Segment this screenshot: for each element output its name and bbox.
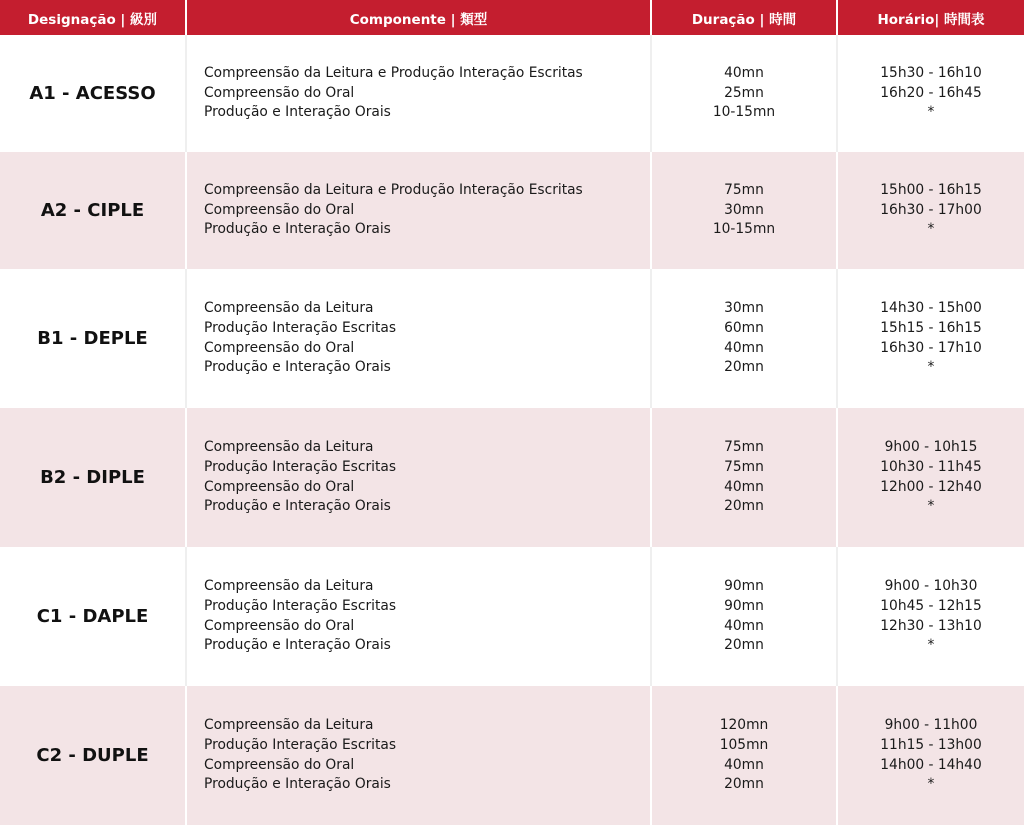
component-list-line: Produção e Interação Orais	[204, 776, 391, 793]
table-row	[0, 35, 1024, 152]
table-row	[0, 547, 1024, 686]
duration-list	[652, 269, 838, 408]
schedule-list-line: 16h20 - 16h45	[880, 84, 982, 101]
schedule-list-line: *	[927, 637, 935, 654]
component-list-line: Produção Interação Escritas	[204, 458, 397, 475]
table-row	[0, 152, 1024, 269]
duration-list-line: 40mn	[724, 478, 764, 495]
component-list-line: Produção Interação Escritas	[204, 319, 397, 336]
schedule-list-line: 15h00 - 16h15	[880, 182, 982, 199]
duration-list-line: 105mn	[719, 736, 769, 753]
component-list-line: Produção e Interação Orais	[204, 359, 391, 376]
duration-list-line: 10-15mn	[712, 221, 776, 238]
duration-list-line: 10-15mn	[712, 104, 776, 121]
header-schedule: Horário| 時間表	[877, 11, 985, 28]
component-list	[187, 152, 652, 269]
schedule-list-line: 15h30 - 16h10	[880, 65, 982, 82]
duration-list-line: 20mn	[724, 359, 764, 376]
schedule-list-line: 12h00 - 12h40	[880, 478, 982, 495]
duration-list-line: 60mn	[724, 319, 764, 336]
schedule-list-line: 11h15 - 13h00	[880, 736, 982, 753]
header-duration: Duração | 時間	[652, 0, 838, 35]
component-list-line: Produção e Interação Orais	[204, 221, 391, 238]
table-row	[0, 686, 1024, 825]
duration-list-line: 20mn	[724, 637, 764, 654]
table-header	[0, 0, 1024, 35]
schedule-list-line: 15h15 - 16h15	[880, 319, 982, 336]
component-list-line: Compreensão da Leitura	[204, 578, 374, 595]
component-list-line: Compreensão do Oral	[204, 756, 355, 773]
level-designation: A1 - ACESSO	[0, 35, 187, 152]
schedule-list	[838, 408, 1024, 547]
component-list	[187, 547, 652, 686]
duration-list-line: 30mn	[724, 201, 764, 218]
schedule-list-line: 9h00 - 11h00	[884, 717, 978, 734]
component-list-line: Compreensão do Oral	[204, 617, 355, 634]
duration-list-line: 20mn	[724, 498, 764, 515]
header-component: Componente | 類型	[187, 0, 652, 35]
duration-list	[652, 408, 838, 547]
level-designation: C2 - DUPLE	[0, 686, 187, 825]
component-list	[187, 686, 652, 825]
component-list-line: Produção Interação Escritas	[204, 597, 397, 614]
component-list-line: Compreensão da Leitura	[204, 300, 374, 317]
component-list	[187, 35, 652, 152]
schedule-list-line: *	[927, 221, 935, 238]
component-list-line: Compreensão do Oral	[204, 478, 355, 495]
duration-list	[652, 547, 838, 686]
component-list-line: Compreensão da Leitura e Produção Interação Escritas	[204, 182, 583, 199]
schedule-list-line: 10h30 - 11h45	[880, 458, 982, 475]
duration-list	[652, 35, 838, 152]
component-list-line: Compreensão do Oral	[204, 201, 355, 218]
component-list-line: Produção e Interação Orais	[204, 637, 391, 654]
component-list-line: Compreensão da Leitura	[204, 717, 374, 734]
component-list-line: Produção e Interação Orais	[204, 498, 391, 515]
schedule-list-line: 9h00 - 10h15	[884, 439, 978, 456]
component-list-line: Produção Interação Escritas	[204, 736, 397, 753]
schedule-list-line: 14h30 - 15h00	[880, 300, 982, 317]
schedule-list	[838, 35, 1024, 152]
component-list	[187, 269, 652, 408]
duration-list-line: 25mn	[724, 84, 764, 101]
component-list	[187, 408, 652, 547]
component-list-line: Compreensão do Oral	[204, 339, 355, 356]
schedule-list	[838, 547, 1024, 686]
schedule-list-line: *	[927, 498, 935, 515]
duration-list-line: 30mn	[724, 300, 764, 317]
component-list-line: Produção e Interação Orais	[204, 104, 391, 121]
component-list-line: Compreensão do Oral	[204, 84, 355, 101]
duration-list-line: 75mn	[724, 182, 764, 199]
schedule-list-line: 9h00 - 10h30	[884, 578, 978, 595]
schedule-list-line: *	[927, 776, 935, 793]
duration-list-line: 40mn	[724, 65, 764, 82]
table-row	[0, 269, 1024, 408]
level-designation: A2 - CIPLE	[0, 152, 187, 269]
duration-list-line: 90mn	[724, 597, 764, 614]
level-designation: C1 - DAPLE	[0, 547, 187, 686]
schedule-list-line: 12h30 - 13h10	[880, 617, 982, 634]
duration-list-line: 20mn	[724, 776, 764, 793]
duration-list-line: 40mn	[724, 756, 764, 773]
duration-list-line: 120mn	[719, 717, 769, 734]
level-designation: B2 - DIPLE	[0, 408, 187, 547]
component-list-line: Compreensão da Leitura	[204, 439, 374, 456]
schedule-list-line: 14h00 - 14h40	[880, 756, 982, 773]
component-list-line: Compreensão da Leitura e Produção Interação Escritas	[204, 65, 583, 82]
duration-list-line: 75mn	[724, 439, 764, 456]
duration-list-line: 40mn	[724, 339, 764, 356]
schedule-list	[838, 269, 1024, 408]
duration-list	[652, 686, 838, 825]
schedule-list-line: 16h30 - 17h00	[880, 201, 982, 218]
duration-list	[652, 152, 838, 269]
schedule-list-line: *	[927, 104, 935, 121]
level-designation: B1 - DEPLE	[0, 269, 187, 408]
schedule-list	[838, 686, 1024, 825]
duration-list-line: 90mn	[724, 578, 764, 595]
schedule-list-line: 10h45 - 12h15	[880, 597, 982, 614]
schedule-list-line: 16h30 - 17h10	[880, 339, 982, 356]
table-row	[0, 408, 1024, 547]
header-designation: Designação | 級別	[0, 0, 187, 35]
duration-list-line: 75mn	[724, 458, 764, 475]
table-body	[0, 35, 1024, 825]
schedule-list-line: *	[927, 359, 935, 376]
duration-list-line: 40mn	[724, 617, 764, 634]
schedule-list	[838, 152, 1024, 269]
